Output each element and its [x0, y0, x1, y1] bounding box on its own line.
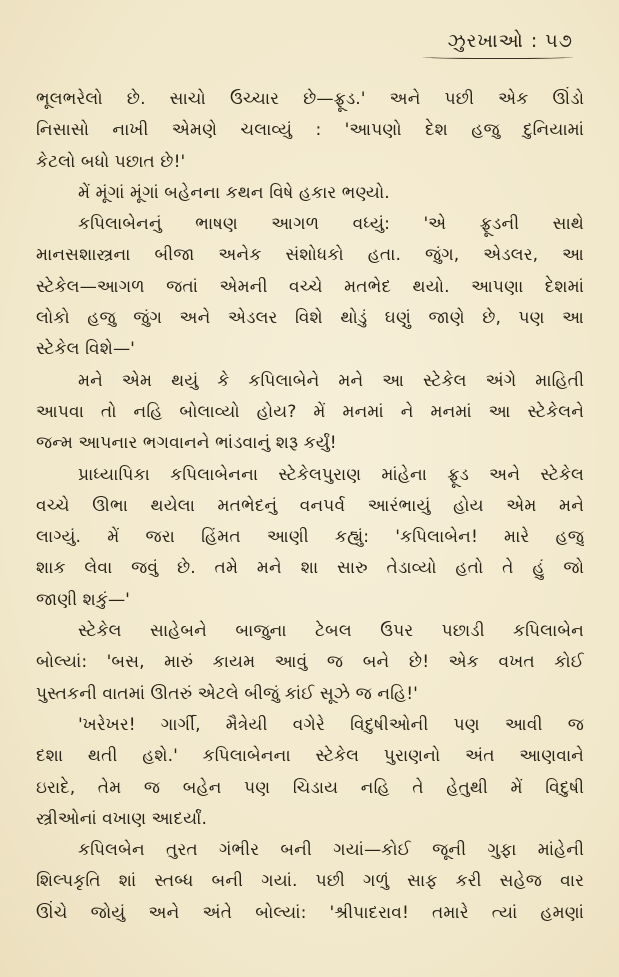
text-line: મને એમ થયું કે કપિલાબેને મને આ સ્ટેકેલ અંગે માહિતી: [78, 370, 584, 391]
text-line: મેં મૂંગાં મૂંગાં બહેનના કથન વિષે હકાર ભણ્યો.: [78, 182, 390, 203]
text-line: જન્મ આપનાર ભગવાનને ભાંડવાનું શરૂ કર્યું!: [36, 433, 337, 454]
text-line: શાક લેવા જવું છે. તમે મને શા સારુ તેડાવ્યો હતો તે હું જો: [36, 558, 584, 579]
text-line: લોકો હજુ જુંગ અને એડલર વિશે થોડું ઘણું જાણે છે, પણ આ: [36, 308, 584, 329]
text-line: જાણી શકું—': [36, 589, 130, 610]
text-line: પુસ્તકની વાતમાં ઊતરું એટલે બીજું કાંઈ સૂઝે જ નહિ!': [36, 683, 418, 704]
text-line: સ્ટેકેલ—આગળ જતાં એમની વચ્ચે મતભેદ થયો. આપણા દેશમાં: [36, 276, 584, 297]
text-line: પ્રાધ્યાપિકા કપિલાબેનના સ્ટેકેલપુરાણ માંહેના ફ્રૂડ અને સ્ટેકેલ: [78, 464, 584, 485]
text-line: ભૂલભરેલો છે. સાચો ઉચ્ચાર છે—ફ્રૂડ.' અને પછી એક ઊંડો: [36, 89, 584, 109]
text-line: શિલ્પકૃતિ શાં સ્તબ્ધ બની ગયાં. પછી ગળું સાફ કરી સહેજ વાર: [36, 871, 584, 892]
text-line: બોલ્યાં: 'બસ, મારું કાયમ આવું જ બને છે! એક વખત કોઈ: [36, 652, 584, 673]
text-line: ઊંચે જોયું અને અંતે બોલ્યાં: 'શ્રીપાદરાવ! તમારે ત્યાં હમણાં: [36, 902, 584, 923]
text-line: સ્ટેકેલ સાહેબને બાજુના ટેબલ ઉપર પછાડી કપિલાબેન: [78, 621, 584, 642]
text-line: 'ખરેખર! ગાર્ગી, મૈત્રેયી વગેરે વિદુષીઓની પણ આવી જ: [78, 714, 584, 735]
text-line: સ્ત્રીઓનાં વખાણ આદર્યાં.: [36, 808, 207, 829]
text-line: સ્ટેકેલ વિશે—': [36, 339, 135, 360]
text-line: કેટલો બધો પછાત છે!': [36, 151, 186, 172]
text-line: દશા થતી હશે.' કપિલાબેનના સ્ટેકેલ પુરાણનો અંત આણવાને: [36, 746, 584, 767]
text-line: વચ્ચે ઊભા થયેલા મતભેદનું વનપર્વ આરંભાયું હોય એમ મને: [36, 495, 584, 516]
body-text: [36, 84, 584, 929]
text-line: ઇરાદે, તેમ જ બહેન પણ ચિડાય નહિ તે હેતુથી મેં વિદુષી: [36, 777, 584, 798]
text-line: લાગ્યું. મેં જરા હિંમત આણી કહ્યું: 'કપિલાબેન! મારે હજુ: [36, 527, 584, 548]
text-line: આપવા તો નહિ બોલાવ્યો હોય? મેં મનમાં ને મનમાં આ સ્ટેકેલને: [36, 401, 584, 422]
header-underline: [423, 54, 573, 59]
text-line: કપિલાબેનનું ભાષણ આગળ વધ્યું: 'એ ફ્રૂડની સાથે: [78, 214, 584, 235]
running-header: [423, 30, 573, 59]
text-line: માનસશાસ્ત્રના બીજા અનેક સંશોધકો હતા. જુંગ, એડલર, આ: [36, 245, 584, 266]
text-line: કપિલબેન તુરત ગંભીર બની ગયાં—કોઈ જૂની ગુફા માંહેની: [78, 840, 584, 861]
text-line: નિસાસો નાખી એમણે ચલાવ્યું : 'આપણો દેશ હજુ દુનિયામાં: [36, 120, 584, 141]
running-header-text: ઝુરખાઓ : ૫૭: [447, 30, 573, 52]
